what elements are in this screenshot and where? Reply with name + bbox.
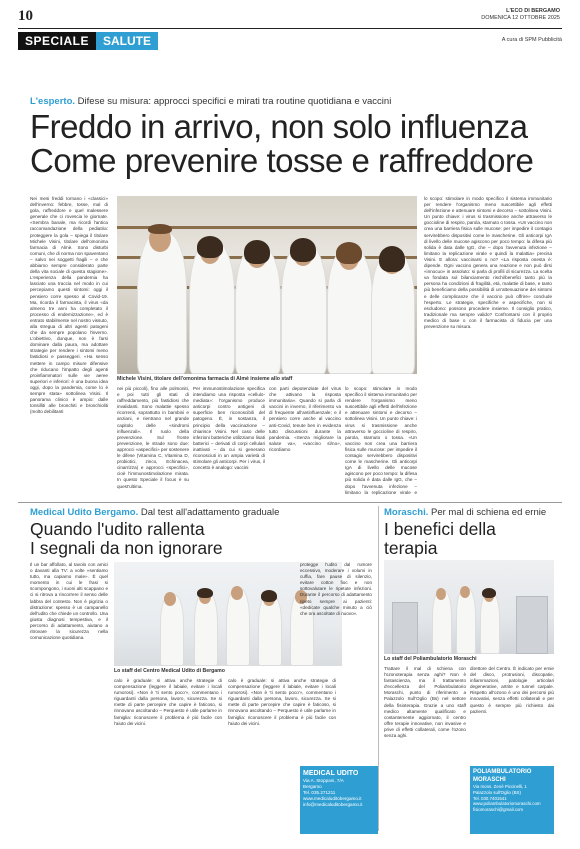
main-kicker <box>30 96 391 107</box>
moraschi-kicker-bold: Moraschi. <box>384 507 429 518</box>
moraschi-photo-caption: Lo staff del Poliambulatorio Moraschi <box>384 656 477 662</box>
section-label: SPECIALE <box>18 32 96 50</box>
moraschi-city: Palazzolo sull'Oglio (BS) <box>473 789 521 795</box>
udito-city: Bergamo <box>303 784 322 789</box>
udito-kicker-bold: Medical Udito Bergamo. <box>30 507 139 518</box>
column-divider <box>378 506 379 831</box>
main-headline <box>30 110 533 178</box>
main-kicker-text: Difese su misura: approcci specifici e mirati tra routine quotidiana e vaccini <box>77 96 392 107</box>
main-column-2: nei più piccoli), fino alle polmoniti, e poi tutti gli stati di raffreddamento, più fastidiosi che invalidanti. Sono malattie spesso ricorrenti, soprattutto in bambini e anziani, e rientrano nel grande capitolo delle «sindromi influenzali». Il ruolo della prevenzione. Sul fronte prevenzione, le strade sono due: approcci «aspecifici» per sostenere le difese (Vitamina C, Vitamina D, probiotici, zinco, Echinacea, cinarrizza) e approcci «specifici», cioè l'immunostimolazione mirata. In questo Speciale il focus è su quest'ultima. <box>117 386 189 489</box>
udito-kicker <box>30 507 279 518</box>
headline-line-1: Freddo in arrivo, non solo influenza <box>30 108 528 145</box>
udito-column-b: calo è graduale: si attiva anche strategie di compensazione (leggere il labiale, evitare i locali rumorosi). «Non è 'ti sento poco'», commentano i riguardanti dalla persona, lavoro, sicurezza. Se si mette di parte percepire che capire è faticoso, si rinnovano ascoltando – Perquesto è utile parlarne in famiglia: riconoscere il problema è più facile con l'aiuto dei vicini. <box>114 678 222 726</box>
main-column-4: con parti depotenziate del virus che attivano la risposta immunitaria». Quando si parla di vaccini in inverno, il riferimento va di frequente all'antinfluenzale; e il pensiero corre anche al vaccino anti-Covid, tenute ben in evidenza tutto discussioni durante la pandemia. «Senza migliorare la salute va», «vaccino sì/no», ricordiamo <box>269 386 341 452</box>
udito-phone: Tel. 035.271211 <box>303 790 336 795</box>
newspaper-name: L'ECO DI BERGAMO <box>506 8 560 14</box>
moraschi-staff-photo <box>384 560 554 654</box>
moraschi-headline-line-1: I benefici della terapia <box>384 519 496 558</box>
moraschi-website: www.poliambulatoriomoraschi.com <box>473 801 541 807</box>
staff-photo <box>117 196 417 374</box>
moraschi-address: Via mons. Zenè Piccinelli, 1 <box>473 784 527 789</box>
main-column-5: lo scopo: stimolare in modo specifico il sistema immunitario per rendere l'organismo meno suscettibile agli effetti dell'infezione e attenuare sintomi e decorso – sottolinea Visini. Un punto chiave: i virus si trasmissione anche attraverso le goccioline di respiro, parola, starnuto o tossa. «Un vaccino non crea una barriera fisica sulle mucose: per impedire il contagio servirebbero dispositivi come le mascherine. Gli anticorpi IgA di livello delle mucose agiscono per poco tempo: la difesa più solida è data dalle IgG, che – dopo l'avvenuta infezione – limitano la replicazione virale e <box>345 386 417 495</box>
udito-column-b2: calo è graduale: si attiva anche strategie di compensazione (leggere il labiale, evitare i locali rumorosi). «Non è 'ti sento poco'», commentano i riguardanti dalla persona, lavoro, sicurezza. Se si mette di parte percepire che capire è faticoso, si rinnovano ascoltando – Perquesto è utile parlarne in famiglia: riconoscere il problema è più facile con l'aiuto dei vicini. <box>228 678 336 726</box>
moraschi-contact-box <box>470 766 554 834</box>
udito-website: www.medicaluditobergamo.it <box>303 796 362 801</box>
udito-contact-box <box>300 766 378 834</box>
moraschi-phone: Tel. 030.7401541 <box>473 795 507 801</box>
moraschi-kicker-text: Per mal di schiena ed ernie <box>431 507 547 518</box>
udito-address: Via A. Stoppani, 7/A <box>303 778 344 783</box>
newspaper-masthead <box>481 8 560 22</box>
issue-date: DOMENICA 12 OTTOBRE 2025 <box>481 15 560 21</box>
udito-headline-line-2: I segnali da non ignorare <box>30 538 223 558</box>
udito-column-a: Il un bar affollato, al tavolo con amici o davanti alla TV: a volte «sentiamo tutto, ma capiamo male». È quel momento in cui le frasi si scompongono, i suoni alti scappano e ci si ritrova a rincorrere il senso delle labbra del contesto. Non è pigrizia o distrazione: spesso è un campanello dell'udito che chiede un controllo. Una giusta diagnosi tempestiva, e il percorso di adattamento, aiutano a ritrovare la sicurezza nella comunicazione quotidiana. <box>30 562 108 641</box>
headline-line-2: Come prevenire tosse e raffreddore <box>30 142 534 179</box>
moraschi-kicker <box>384 507 546 518</box>
main-column-3: Per immunostimolazione specifica intendiamo una risposta «cellulo-mediata»: l'organismo produce anticorpi contro antigeni di superficie ben riconoscibili del patogeno. È, in sostanza, il principio della vaccinazione – chiarisce Visini. Nel caso delle infezioni batteriche utilizziamo lisati batterici – derivati di corpi cellulari inattivati – da cui si generano riconosciuti in un ampia varietà di stimolare gli anticorpi. Per i virus, il concetto è analogo: vaccini <box>193 386 265 471</box>
udito-ad-title: MEDICAL UDITO <box>303 770 359 777</box>
udito-kicker-text: Dal test all'adattamento graduale <box>140 507 280 518</box>
main-column-right: lo scopo: stimolare in modo specifico il sistema immunitario per rendere l'organismo meno suscettibile agli effetti dell'infezione e attenuare sintomi e decorso – sottolinea Visini. Un punto chiave: i virus si trasmissione anche attraverso le goccioline di respiro, parola, starnuto o tossa. «Un vaccino non crea una barriera fisica sulle mucose: per impedire il contagio servirebbero dispositivi come le mascherine. Gli anticorpi IgA di livello delle mucose agiscono per poco tempo: la difesa più solida è data dalle IgG, che – dopo l'avvenuta infezione – limitano la replicazione virale e quindi la malattia» precisa Visini. E allora: vaccinarsi o no? «La risposta onesta è: dipende. Ogni vaccino genera una reazione e non può dirsi «innocuo» in assoluto: si parla di profili di sicurezza. La scelta va fondata sul bilanciamento rischi/benefici tanto più la persona ha condizioni di fragilità, età, malattie di base, e tanto più beneficiamo della possibilità di un'attenuazione dei sintomi e delle complicanze che il vaccino può offrire» conclude l'esperto. Le strategie, specifiche e aspecifiche, non si escludono: possono procedere insieme. Il consiglio pratico, tradizionale ma sempre valido? Confrontarsi con il proprio medico di base o con il farmacista di fiducia per una prevenzione su misura. <box>424 196 552 329</box>
main-kicker-bold: L'esperto. <box>30 96 76 107</box>
moraschi-column-b: direttore del Centro. È indicato per ernie del disco, protrusioni, discopatie, infiammazioni, patologie articolari degenerative, artrite e tunnel carpale. Rispetto all'ozono è uno dei percorsi più innovativi, senza effetti collaterali e per questo è sempre più richiesto dai pazienti. <box>470 666 554 714</box>
udito-email: info@medicaluditobergamo.it <box>303 802 363 807</box>
section-divider <box>18 502 562 503</box>
udito-headline-line-1: Quando l'udito rallenta <box>30 519 205 539</box>
credit-line: A cura di SPM Pubblicità <box>501 37 562 43</box>
udito-headline <box>30 520 370 558</box>
main-column-left: Nei mesi freddi tornano i «classici» dell'inverno: febbre, tosse, mal di gola, raffreddore e quel malessere generale che ci rovescia le giornate. «Sembra banale, ma ricordi l'antica raccomandazione della pediatria: proteggere la gola – spiega il titolare Michele Visini, titolare dell'omonima farmacia di Almè. Sono disturbi comuni, che di norma non spaventano – salvo nei soggetti fragili – e che abbiamo sempre considerato parte della vita sociale di questa stagione». L'esperienza della pandemia ha lasciato una traccia nel modo in cui percepiamo questi sintomi: oggi il pensiero corre spesso al Covid-19. Ma, ricorda il farmacista, il virus «da almeno tre anni ha completato il processo di endemizzazione», ed è entrato stabilmente nel nostro vissuto, alla stregua di altri agenti patogeni che da sempre popolano l'inverno. L'obiettivo, dunque, non è farsi dominare dalla paura, ma adottare strategie per rendere i sintomi meno fastidiosi e passeggeri. «Ha senso mettere in campo misure difensive che riducano l'impatto degli agenti proinfiammatori sulle vie aeree superiori e inferiori: è una buona idea oggi, dopo la pandemia, come lo è sempre stata» sottolinea Visini. Il panorama clinico è ampio: dalle tonsilliti alle bronchiti e bronchioliti (molto debilitanti <box>30 196 108 415</box>
moraschi-email: fisiomoraschi@gmail.com <box>473 807 524 813</box>
page-number: 10 <box>18 8 33 24</box>
staff-photo-caption: Michele Visini, titolare dell'omonima farmacia di Almè insieme allo staff <box>117 376 293 382</box>
subsection-label: SALUTE <box>96 32 158 50</box>
moraschi-column-a: Trattare il mal di schiena con l'ozonoterapia senza aghi? Non è fantascienza, ma il trattamento d'eccellenza del Poliambulatorio Moraschi, punto di riferimento a Palazzolo Sull'Oglio (Bs) nel settore della fisioterapia. Grazie a uno staff medico altamente qualificato e costantemente aggiornato, il centro offre terapie innovative, non invasive e prive di effetti collaterali, come l'ozono senza aghi. <box>384 666 466 739</box>
top-rule <box>18 28 562 29</box>
moraschi-ad-title: POLIAMBULATORIO MORASCHI <box>473 769 532 783</box>
section-bar <box>18 32 562 50</box>
udito-photo-caption: Lo staff del Centro Medical Udito di Bergamo <box>114 668 225 674</box>
udito-column-c: protegge l'udito dal rumore eccessivo, moderare i volumi in cuffia, fare pause di silenzio, evitare cotton fioc e non sottovalutare le ripetute infezioni. Durante il percorso di adattamento ripeto sempre ai pazienti: «dedicate qualche minuto a ciò che ora ascoltate di nuovo». <box>300 562 372 616</box>
